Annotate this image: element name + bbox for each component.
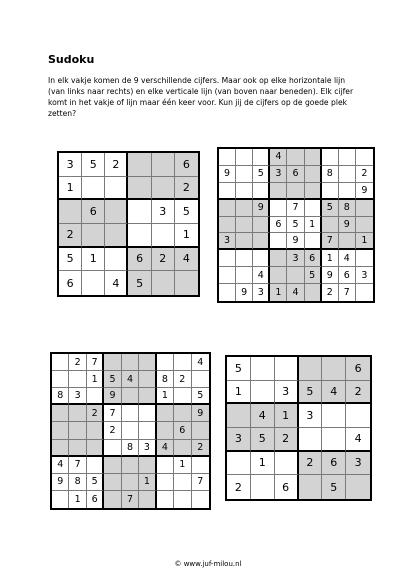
sudoku-cell	[236, 183, 253, 200]
sudoku-cell	[227, 452, 251, 476]
sudoku-cell	[305, 183, 322, 200]
sudoku-cell: 6	[339, 267, 356, 284]
sudoku-cell: 2	[104, 422, 121, 439]
sudoku-cell	[122, 422, 139, 439]
sudoku-cell: 5	[175, 200, 198, 224]
instruction-line: In elk vakje komen de 9 verschillende cijfers. Maar ook op elke horizontale lijn	[48, 76, 346, 85]
sudoku-cell: 4	[105, 271, 128, 295]
sudoku-cell: 1	[69, 491, 86, 508]
sudoku-cell	[174, 354, 191, 371]
sudoku-cell: 1	[87, 371, 104, 388]
sudoku-cell	[192, 422, 209, 439]
sudoku-cell	[236, 200, 253, 217]
sudoku-cell: 1	[305, 217, 322, 234]
sudoku-cell: 3	[59, 153, 82, 177]
sudoku-cell	[139, 457, 156, 474]
sudoku-cell: 4	[346, 428, 370, 452]
sudoku-cell: 9	[219, 166, 236, 183]
sudoku-cell	[69, 440, 86, 457]
sudoku-cell: 9	[287, 233, 304, 250]
sudoku-cell	[52, 422, 69, 439]
sudoku-cell	[236, 166, 253, 183]
sudoku-cell: 5	[299, 381, 323, 405]
sudoku-cell: 9	[356, 183, 373, 200]
sudoku-cell: 2	[175, 177, 198, 201]
sudoku-cell: 3	[356, 267, 373, 284]
sudoku-cell: 1	[157, 388, 174, 405]
sudoku-cell	[192, 371, 209, 388]
sudoku-cell	[87, 422, 104, 439]
sudoku-cell	[52, 354, 69, 371]
sudoku-cell	[52, 371, 69, 388]
sudoku-cell	[251, 357, 275, 381]
sudoku-cell	[122, 405, 139, 422]
sudoku-cell: 9	[236, 284, 253, 301]
sudoku-cell	[157, 354, 174, 371]
sudoku-cell: 3	[219, 233, 236, 250]
sudoku-cell	[52, 405, 69, 422]
sudoku-cell	[82, 224, 105, 248]
sudoku-cell: 8	[339, 200, 356, 217]
sudoku-cell	[152, 224, 175, 248]
sudoku-cell: 8	[322, 166, 339, 183]
sudoku-cell: 3	[253, 284, 270, 301]
sudoku-cell: 9	[322, 267, 339, 284]
sudoku-cell: 8	[52, 388, 69, 405]
sudoku-cell	[236, 233, 253, 250]
sudoku-cell	[192, 457, 209, 474]
sudoku-cell	[219, 284, 236, 301]
sudoku-cell: 5	[227, 357, 251, 381]
sudoku-cell: 2	[275, 428, 299, 452]
sudoku-cell	[299, 475, 323, 499]
sudoku-cell	[104, 474, 121, 491]
sudoku-cell	[104, 457, 121, 474]
sudoku-cell: 7	[339, 284, 356, 301]
sudoku-cell	[356, 217, 373, 234]
sudoku-cell: 5	[287, 217, 304, 234]
sudoku-cell	[52, 440, 69, 457]
sudoku-cell	[122, 354, 139, 371]
sudoku-cell	[275, 452, 299, 476]
sudoku-cell: 5	[322, 475, 346, 499]
sudoku-cell: 6	[322, 452, 346, 476]
sudoku-cell	[104, 354, 121, 371]
sudoku-cell: 6	[128, 248, 151, 272]
sudoku-cell: 6	[270, 217, 287, 234]
sudoku-cell: 1	[227, 381, 251, 405]
sudoku-cell: 3	[275, 381, 299, 405]
sudoku-cell: 1	[175, 224, 198, 248]
sudoku-cell	[87, 440, 104, 457]
sudoku-cell: 4	[52, 457, 69, 474]
sudoku-cell: 6	[275, 475, 299, 499]
sudoku-cell: 4	[175, 248, 198, 272]
sudoku-cell: 1	[356, 233, 373, 250]
sudoku-cell	[322, 428, 346, 452]
sudoku-cell: 9	[339, 217, 356, 234]
sudoku-cell: 4	[322, 381, 346, 405]
sudoku-cell: 9	[192, 405, 209, 422]
sudoku-cell	[227, 404, 251, 428]
sudoku-cell	[174, 491, 191, 508]
sudoku-cell	[253, 183, 270, 200]
sudoku-cell: 4	[157, 440, 174, 457]
sudoku-cell	[69, 422, 86, 439]
sudoku-cell	[346, 404, 370, 428]
sudoku-cell: 1	[82, 248, 105, 272]
sudoku-cell	[87, 457, 104, 474]
sudoku-cell	[157, 474, 174, 491]
sudoku-cell	[322, 357, 346, 381]
sudoku-cell	[157, 422, 174, 439]
sudoku-cell: 6	[346, 357, 370, 381]
sudoku-cell: 2	[227, 475, 251, 499]
sudoku-cell	[287, 267, 304, 284]
sudoku-cell	[236, 149, 253, 166]
sudoku-cell: 2	[152, 248, 175, 272]
sudoku-cell: 1	[275, 404, 299, 428]
sudoku-cell: 2	[59, 224, 82, 248]
sudoku-cell: 4	[270, 149, 287, 166]
sudoku-cell: 7	[69, 457, 86, 474]
footer-credit: © www.juf-milou.nl	[174, 560, 242, 568]
sudoku-cell	[139, 371, 156, 388]
instruction-line: (van links naar rechts) en elke verticale lijn (van boven naar beneden). Elk cijfer	[48, 87, 354, 96]
sudoku-cell	[339, 183, 356, 200]
instructions	[48, 75, 378, 119]
sudoku-cell	[69, 371, 86, 388]
sudoku-cell	[128, 177, 151, 201]
sudoku-cell: 3	[227, 428, 251, 452]
sudoku-cell: 3	[69, 388, 86, 405]
sudoku-cell	[299, 428, 323, 452]
sudoku-cell: 2	[299, 452, 323, 476]
sudoku-cell	[174, 388, 191, 405]
sudoku-cell	[69, 405, 86, 422]
sudoku-cell: 5	[82, 153, 105, 177]
sudoku-cell	[346, 475, 370, 499]
sudoku-cell	[139, 405, 156, 422]
sudoku-cell	[322, 149, 339, 166]
sudoku-cell	[236, 217, 253, 234]
sudoku-grid-3	[50, 352, 211, 510]
sudoku-cell: 3	[152, 200, 175, 224]
sudoku-cell	[174, 440, 191, 457]
sudoku-cell: 5	[192, 388, 209, 405]
sudoku-cell	[128, 153, 151, 177]
sudoku-cell	[270, 250, 287, 267]
sudoku-cell	[253, 217, 270, 234]
sudoku-cell: 2	[356, 166, 373, 183]
sudoku-cell: 6	[287, 166, 304, 183]
sudoku-cell: 1	[139, 474, 156, 491]
sudoku-cell	[253, 250, 270, 267]
sudoku-cell: 8	[122, 440, 139, 457]
sudoku-cell: 1	[270, 284, 287, 301]
sudoku-cell	[128, 224, 151, 248]
sudoku-cell: 2	[174, 371, 191, 388]
sudoku-cell: 6	[174, 422, 191, 439]
sudoku-cell: 5	[87, 474, 104, 491]
sudoku-cell	[152, 271, 175, 295]
sudoku-cell	[287, 149, 304, 166]
sudoku-cell	[287, 183, 304, 200]
sudoku-cell: 8	[69, 474, 86, 491]
sudoku-cell	[356, 149, 373, 166]
sudoku-cell	[122, 474, 139, 491]
sudoku-cell	[251, 475, 275, 499]
sudoku-cell	[139, 491, 156, 508]
sudoku-cell	[157, 457, 174, 474]
sudoku-cell	[305, 149, 322, 166]
sudoku-cell	[87, 388, 104, 405]
sudoku-cell	[139, 354, 156, 371]
sudoku-cell	[236, 267, 253, 284]
sudoku-cell: 6	[175, 153, 198, 177]
sudoku-cell	[322, 404, 346, 428]
sudoku-cell: 1	[59, 177, 82, 201]
sudoku-cell	[305, 233, 322, 250]
sudoku-cell: 2	[346, 381, 370, 405]
sudoku-cell	[299, 357, 323, 381]
sudoku-cell: 4	[251, 404, 275, 428]
sudoku-cell	[105, 248, 128, 272]
sudoku-grid-2	[217, 147, 375, 303]
sudoku-cell	[219, 250, 236, 267]
sudoku-cell	[236, 250, 253, 267]
sudoku-cell	[270, 200, 287, 217]
sudoku-cell: 1	[251, 452, 275, 476]
sudoku-cell	[122, 388, 139, 405]
sudoku-cell: 9	[253, 200, 270, 217]
sudoku-cell: 5	[322, 200, 339, 217]
sudoku-cell	[270, 233, 287, 250]
sudoku-cell	[219, 149, 236, 166]
sudoku-cell	[356, 284, 373, 301]
sudoku-cell: 5	[128, 271, 151, 295]
sudoku-cell	[104, 491, 121, 508]
sudoku-cell: 2	[69, 354, 86, 371]
sudoku-cell: 6	[305, 250, 322, 267]
sudoku-cell: 5	[104, 371, 121, 388]
sudoku-cell	[270, 183, 287, 200]
sudoku-cell	[322, 183, 339, 200]
sudoku-cell	[339, 149, 356, 166]
sudoku-cell	[305, 200, 322, 217]
sudoku-cell: 3	[139, 440, 156, 457]
sudoku-cell: 4	[192, 354, 209, 371]
sudoku-cell	[275, 357, 299, 381]
sudoku-cell	[251, 381, 275, 405]
sudoku-cell	[305, 284, 322, 301]
sudoku-cell	[253, 233, 270, 250]
sudoku-cell: 4	[253, 267, 270, 284]
sudoku-cell	[52, 491, 69, 508]
sudoku-cell: 1	[322, 250, 339, 267]
sudoku-cell: 3	[346, 452, 370, 476]
sudoku-cell: 7	[322, 233, 339, 250]
sudoku-cell	[82, 177, 105, 201]
sudoku-cell	[174, 474, 191, 491]
sudoku-cell	[356, 200, 373, 217]
sudoku-cell	[157, 405, 174, 422]
sudoku-cell	[157, 491, 174, 508]
sudoku-cell	[192, 491, 209, 508]
sudoku-cell: 7	[192, 474, 209, 491]
sudoku-cell: 7	[287, 200, 304, 217]
instruction-line: zetten?	[48, 109, 77, 118]
sudoku-cell: 9	[52, 474, 69, 491]
sudoku-cell	[152, 153, 175, 177]
sudoku-cell: 6	[82, 200, 105, 224]
sudoku-cell: 9	[104, 388, 121, 405]
sudoku-cell: 5	[305, 267, 322, 284]
page-title: Sudoku	[48, 53, 95, 66]
sudoku-cell	[139, 388, 156, 405]
sudoku-cell	[82, 271, 105, 295]
sudoku-grid-4	[225, 355, 372, 501]
sudoku-cell	[152, 177, 175, 201]
sudoku-cell	[122, 457, 139, 474]
sudoku-cell	[339, 166, 356, 183]
sudoku-cell	[305, 166, 322, 183]
sudoku-cell	[270, 267, 287, 284]
sudoku-cell: 6	[59, 271, 82, 295]
sudoku-cell: 2	[322, 284, 339, 301]
sudoku-cell	[356, 250, 373, 267]
sudoku-cell: 5	[59, 248, 82, 272]
sudoku-cell	[219, 200, 236, 217]
sudoku-cell: 2	[192, 440, 209, 457]
sudoku-cell	[128, 200, 151, 224]
sudoku-cell: 3	[287, 250, 304, 267]
sudoku-cell	[104, 440, 121, 457]
sudoku-cell	[105, 177, 128, 201]
sudoku-cell	[105, 224, 128, 248]
instruction-line: komt in het vakje of lijn maar één keer voor. Kun jij de cijfers op de goede plek	[48, 98, 348, 107]
sudoku-cell: 8	[157, 371, 174, 388]
sudoku-cell: 3	[270, 166, 287, 183]
sudoku-cell	[59, 200, 82, 224]
sudoku-cell: 4	[122, 371, 139, 388]
sudoku-cell	[322, 217, 339, 234]
sudoku-cell	[339, 233, 356, 250]
sudoku-cell: 2	[87, 405, 104, 422]
sudoku-cell: 2	[105, 153, 128, 177]
sudoku-cell	[219, 217, 236, 234]
sudoku-cell	[174, 405, 191, 422]
sudoku-cell	[139, 422, 156, 439]
sudoku-cell	[219, 183, 236, 200]
sudoku-cell: 4	[287, 284, 304, 301]
sudoku-cell: 7	[122, 491, 139, 508]
sudoku-cell: 1	[174, 457, 191, 474]
sudoku-cell	[105, 200, 128, 224]
sudoku-cell	[175, 271, 198, 295]
sudoku-cell: 4	[339, 250, 356, 267]
sudoku-cell: 7	[104, 405, 121, 422]
sudoku-cell	[253, 149, 270, 166]
sudoku-cell: 7	[87, 354, 104, 371]
sudoku-cell	[219, 267, 236, 284]
sudoku-grid-1	[57, 151, 200, 297]
sudoku-cell: 5	[253, 166, 270, 183]
sudoku-cell: 6	[87, 491, 104, 508]
sudoku-cell: 5	[251, 428, 275, 452]
sudoku-cell: 3	[299, 404, 323, 428]
